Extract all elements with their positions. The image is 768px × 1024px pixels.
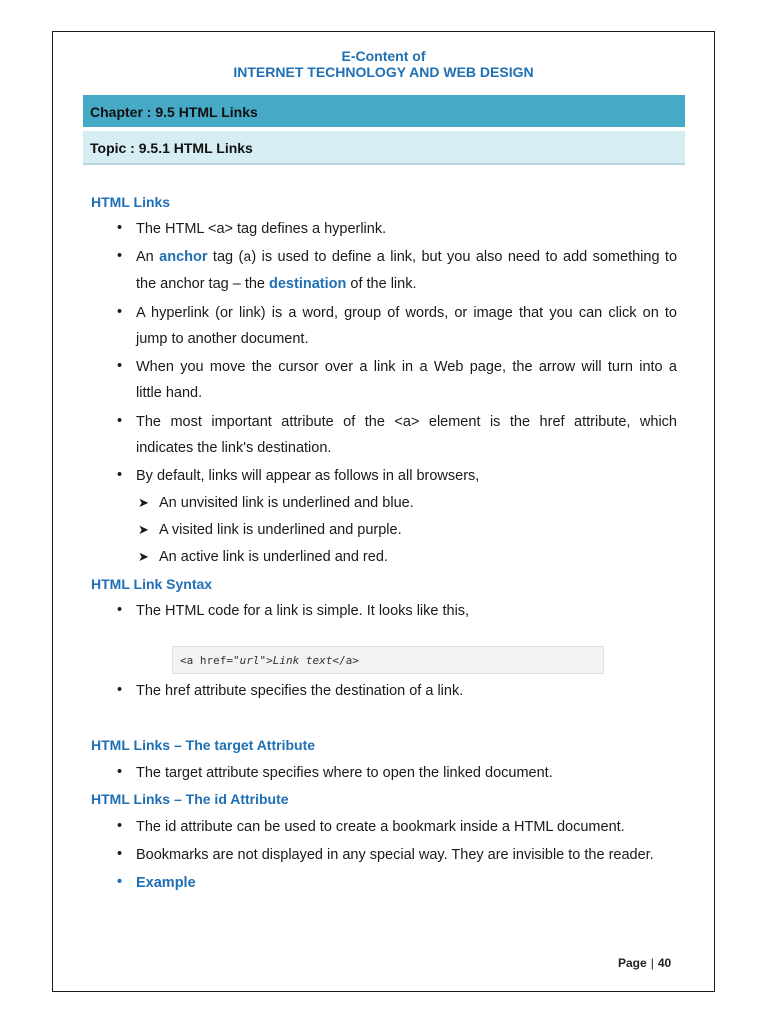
- bullet-icon: •: [117, 818, 123, 834]
- page-separator: |: [650, 956, 654, 970]
- bullet-text-line-2: little hand.: [136, 385, 203, 401]
- bullet-icon: •: [117, 304, 123, 320]
- chapter-banner: Chapter : 9.5 HTML Links: [83, 95, 685, 129]
- arrow-bullet-icon: ➤: [138, 495, 149, 510]
- bullet-text-line-2: jump to another document.: [136, 331, 309, 347]
- code-link-text-placeholder: Link text: [272, 654, 333, 667]
- section-heading-link-syntax: HTML Link Syntax: [91, 576, 213, 592]
- bullet-text: The id attribute can be used to create a bookmark inside a HTML document.: [136, 819, 625, 835]
- bullet-text: The target attribute specifies where to open the linked document.: [136, 765, 553, 781]
- bullet-icon: •: [117, 846, 123, 862]
- code-url-placeholder: url: [239, 654, 260, 667]
- bullet-text: The HTML code for a link is simple. It looks like this,: [136, 603, 470, 619]
- bullet-text: The href attribute specifies the destination of a link.: [136, 683, 464, 699]
- bullet-icon: •: [117, 874, 123, 890]
- bullet-icon: •: [117, 358, 123, 374]
- arrow-bullet-icon: ➤: [138, 522, 149, 537]
- document-header: [52, 48, 715, 80]
- section-heading-html-links: HTML Links: [91, 194, 171, 210]
- topic-banner: Topic : 9.5.1 HTML Links: [83, 131, 685, 165]
- bullet-text-line-1: The most important attribute of the <a> element is the href attribute, which: [136, 414, 677, 430]
- page-number: 40: [657, 956, 672, 970]
- bullet-text-anchor-line-2: the anchor tag – the destination of the link.: [136, 276, 417, 292]
- bullet-text: By default, links will appear as follows in all browsers,: [136, 468, 480, 484]
- inline-code-a: a: [243, 251, 252, 266]
- header-line-2: INTERNET TECHNOLOGY AND WEB DESIGN: [233, 64, 534, 80]
- bullet-icon: •: [117, 602, 123, 618]
- bullet-icon: •: [117, 248, 123, 264]
- section-heading-id-attribute: HTML Links – The id Attribute: [91, 791, 289, 807]
- bullet-text: The HTML <a> tag defines a hyperlink.: [136, 221, 387, 237]
- bullet-icon: •: [117, 220, 123, 236]
- arrow-bullet-icon: ➤: [138, 549, 149, 564]
- term-anchor: anchor: [159, 249, 208, 265]
- example-label: Example: [136, 875, 196, 891]
- section-heading-target-attribute: HTML Links – The target Attribute: [91, 737, 316, 753]
- sub-bullet-text: A visited link is underlined and purple.: [159, 522, 402, 538]
- bullet-icon: •: [117, 764, 123, 780]
- sub-bullet-text: An unvisited link is underlined and blue.: [159, 495, 414, 511]
- code-example-box: <a href="url">Link text</a>: [172, 646, 604, 674]
- page-label: Page: [618, 956, 647, 970]
- bullet-text-line-2: indicates the link's destination.: [136, 440, 332, 456]
- bullet-text: Bookmarks are not displayed in any special way. They are invisible to the reader.: [136, 847, 654, 863]
- bullet-text-anchor-line-1: An anchor tag (a) is used to define a link, but you also need to add something to: [136, 249, 678, 266]
- page-footer: [618, 956, 671, 970]
- bullet-text-line-1: When you move the cursor over a link in a Web page, the arrow will turn into a: [136, 359, 677, 375]
- sub-bullet-text: An active link is underlined and red.: [159, 549, 388, 565]
- bullet-icon: •: [117, 413, 123, 429]
- header-line-1: E-Content of: [341, 48, 426, 64]
- bullet-text-line-1: A hyperlink (or link) is a word, group of words, or image that you can click on to: [136, 305, 677, 321]
- term-destination: destination: [269, 276, 347, 292]
- bullet-icon: •: [117, 467, 123, 483]
- bullet-icon: •: [117, 682, 123, 698]
